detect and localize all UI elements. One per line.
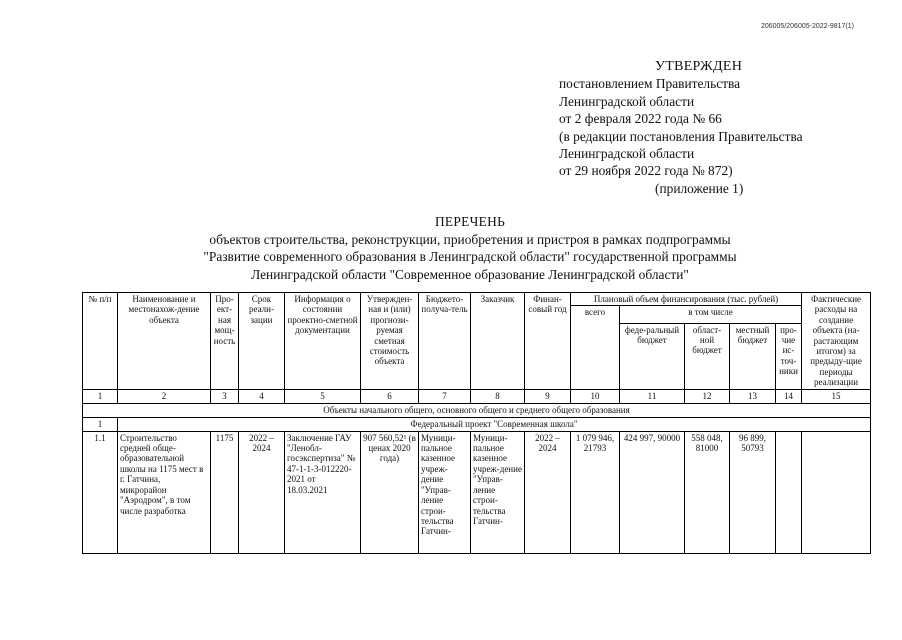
row-customer: Муници-пальное казенное учреж-дение "Управ-ление строи-тельства Гатчин- — [471, 431, 525, 553]
objects-table — [82, 292, 871, 554]
row-num: 1.1 — [83, 431, 118, 553]
row-cost: 907 560,52¹ (в ценах 2020 года) — [361, 431, 419, 553]
header-regional: област-ной бюджет — [685, 323, 730, 389]
col-number: 5 — [285, 389, 361, 403]
col-number: 12 — [685, 389, 730, 403]
col-number: 15 — [802, 389, 871, 403]
approval-line: Ленинградской области — [559, 146, 695, 162]
approval-block — [559, 58, 879, 197]
section-row — [83, 403, 871, 417]
header-incl: в том числе — [620, 306, 802, 323]
row-total: 1 079 946, 21793 — [571, 431, 620, 553]
row-capacity: 1175 — [211, 431, 239, 553]
header-other: про-чие ис-точ-ники — [776, 323, 802, 389]
row-year: 2022 – 2024 — [525, 431, 571, 553]
header-customer: Заказчик — [471, 293, 525, 390]
column-number-row — [83, 389, 871, 403]
row-actual — [802, 431, 871, 553]
header-capacity: Про-ект-ная мощ-ность — [211, 293, 239, 390]
row-local: 96 899, 50793 — [730, 431, 776, 553]
col-number: 14 — [776, 389, 802, 403]
col-number: 11 — [620, 389, 685, 403]
col-number: 6 — [361, 389, 419, 403]
title-line: объектов строительства, реконструкции, приобретения и пристроя в рамках подпрограммы — [209, 231, 731, 247]
approval-line: постановлением Правительства — [559, 76, 741, 92]
row-other — [776, 431, 802, 553]
header-local: местный бюджет — [730, 323, 776, 389]
project-num: 1 — [83, 417, 118, 431]
col-number: 7 — [419, 389, 471, 403]
approval-line: Ленинградской области — [559, 93, 695, 109]
project-name: Федеральный проект "Современная школа" — [118, 417, 871, 431]
appendix-note: (приложение 1) — [655, 180, 744, 196]
row-term: 2022 – 2024 — [239, 431, 285, 553]
header-total: всего — [571, 306, 620, 389]
header-actual: Фактические расходы на создание объекта (на-растающим итогом) за предыду-щие периоды реализации — [802, 293, 871, 390]
document-id: 206005/206005-2022-9817(1) — [760, 23, 854, 30]
row-federal: 424 997, 90000 — [620, 431, 685, 553]
col-number: 2 — [118, 389, 211, 403]
col-number: 4 — [239, 389, 285, 403]
col-number: 1 — [83, 389, 118, 403]
project-row — [83, 417, 871, 431]
title-line: "Развитие современного образования в Ленинградской области" государственной программы — [203, 249, 737, 264]
header-term: Срок реали-зации — [239, 293, 285, 390]
col-number: 8 — [471, 389, 525, 403]
header-year: Финан-совый год — [525, 293, 571, 390]
approval-line: от 29 ноября 2022 года № 872) — [559, 163, 733, 179]
col-number: 9 — [525, 389, 571, 403]
header-recipient: Бюджето-получа-тель — [419, 293, 471, 390]
document-title — [100, 213, 840, 283]
header-row — [83, 293, 871, 306]
row-regional: 558 048, 81000 — [685, 431, 730, 553]
table-row — [83, 431, 871, 553]
col-number: 13 — [730, 389, 776, 403]
header-docs: Информация о состоянии проектно-сметной документации — [285, 293, 361, 390]
header-cost: Утвержден-ная и (или) прогнози-руемая сметная стоимость объекта — [361, 293, 419, 390]
header-name: Наименование и местонахож-дение объекта — [118, 293, 211, 390]
header-num: № п/п — [83, 293, 118, 390]
col-number: 10 — [571, 389, 620, 403]
title-main: ПЕРЕЧЕНЬ — [434, 214, 506, 229]
row-name: Строительство средней обще-образовательной школы на 1175 мест в г. Гатчина, микрорайон "Аэродром", в том числе разработка — [118, 431, 211, 553]
title-line: Ленинградской области "Современное образование Ленинградской области" — [251, 266, 689, 282]
row-docs: Заключение ГАУ "Ленобл-госэкспертиза" № 47-1-1-3-012220-2021 от 18.03.2021 — [285, 431, 361, 553]
approval-line: от 2 февраля 2022 года № 66 — [559, 111, 722, 127]
col-number: 3 — [211, 389, 239, 403]
section-title: Объекты начального общего, основного общего и среднего общего образования — [83, 403, 871, 417]
row-recipient: Муници-пальное казенное учреж-дение "Управ-ление строи-тельства Гатчин- — [419, 431, 471, 553]
approval-heading: УТВЕРЖДЕН — [655, 59, 743, 74]
header-federal: феде-ральный бюджет — [620, 323, 685, 389]
header-plan: Плановый объем финансирования (тыс. рублей) — [571, 293, 802, 306]
approval-line: (в редакции постановления Правительства — [559, 128, 803, 144]
